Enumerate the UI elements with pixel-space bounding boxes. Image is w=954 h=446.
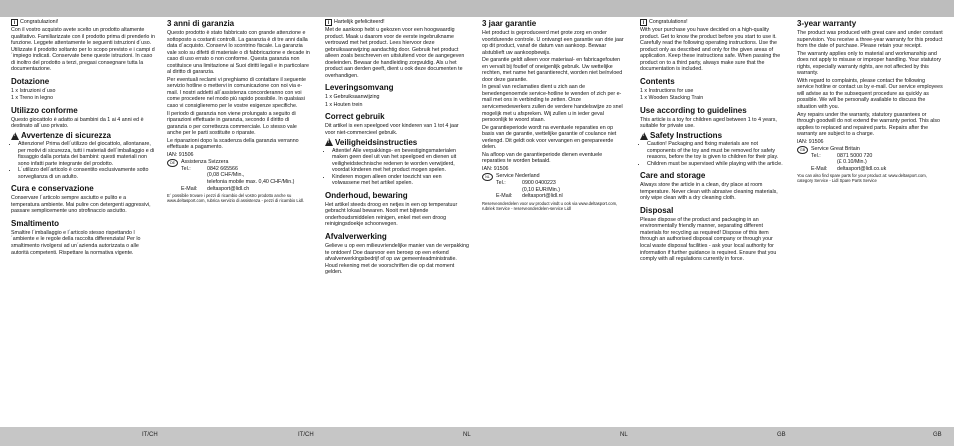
safety-item: • Attentie! Alle verpakkings- en bevestigingsmaterialen maken geen deel uit van het speelgoed en dienen uit veiligheidstechnische redenen te worden verwijderd, voordat kinderen met het product mogen spelen. [332,148,469,174]
safety-item: • Attenzione! Prima dell´utilizzo del giocattolo, allontanare, per motivi di sicurezza, tutti i materiali dell´imballaggio e di fissaggio dalla portata dei bambini: questi materiali non sono infatti parte integrante del prodotto. [18,141,155,167]
intro-paragraph: Met de aankoop hebt u gekozen voor een hoogwaardig product. Maak u daarom voor de eerste ingebruikname vertrouwd met het product. Lees hiervoor deze gebruiksaanwijzing aandachtig door. Gebruik het product alleen zoals beschreven en uitsluitend voor de aangegeven doeleinden. Bewaar de handleiding zorgvuldig. Als u het product aan derden geeft, dient u ook deze documenten te overhandigen. [325,27,465,79]
disposal-text: Smaltire l´imballaggio e l´articolo stesso rispettando l´ambiente e le regole della raccolta differenziata! Per lo smaltimento rivolgersi ad un´azienda autorizzata o alle autorità competenti. Rispettare la normativa vigente. [11,229,141,256]
heading-intended-use: Correct gebruik [325,112,385,122]
heading-disposal: Disposal [640,205,674,215]
heading-intended-use: Use according to guidelines [640,105,747,115]
contents-item: 1 x Instructions for use [640,87,694,94]
heading-safety [640,131,785,140]
top-bar [0,0,954,17]
disposal-text: Please dispose of the product and packaging in an environmentally friendly manner, separating different materials for recycling as required! Dispose of this item through an authorised disposal company or through your local waste disposal facilities - ask your local authority for information if further guidance is required. Ensure that you comply with all regulations currently in force. [640,216,777,263]
heading-contents: Leveringsomvang [325,83,394,93]
service-title: Assistenza Svizzera [181,159,229,166]
warranty-paragraph: De garantieperiode wordt na eventuele reparaties en op basis van de garantie, wettelijke garantie of coulance niet verlengd. Dit geldt ook voor vervangen en gerepareerde delen. [482,124,617,151]
safety-list [640,141,785,167]
heading-warranty: 3 anni di garanzia [167,19,235,28]
warranty-paragraph: Per eventuali reclami vi preghiamo di contattare il seguente servizio hotline o mettervi in comunicazione con noi via e-mail. I nostri addetti all´assistenza concorderanno con voi come procedere nel modo più rapido possibile. In qualsiasi caso vi consiglieremo per le vostre esigenze specifiche. [167,76,306,110]
tel-rate: (0,08 CHF/Min., [207,172,245,179]
email-address: deltasport@lidl.ch [207,185,250,192]
email-address: deltasport@lidl.co.uk [837,165,887,172]
intro-paragraph: With your purchase you have decided on a high-quality product. Get to know the product before you start to use it. Carefully read the following operating instructions. Use the product only as described and only for the given areas of application. Keep these instructions safe. When passing the product on to a third party, always make sure that the documentation is included. [640,27,781,73]
service-logo-icon: NL [482,173,493,181]
tel-rate-mobile: telefonia mobile max. 0,40 CHF/Min.) [207,179,295,186]
ian-number: IAN: 91506 [167,151,194,158]
warranty-paragraph: Het product is geproduceerd met grote zorg en onder voortdurende controle. U ontvangt een garantie van drie jaar op dit product, vanaf de datum van aankoop. Bewaar alstublieft uw aankoopbewijs. [482,30,624,56]
tel-number: 0842 665566 [207,165,238,172]
column-nl-warranty [482,19,625,212]
heading-safety [325,138,469,147]
service-logo-icon: DE [167,159,178,167]
safety-item: • Caution! Packaging and fixing materials are not components of the toy and must be removed for safety reasons, before the toy is given to children for their play. [647,141,785,161]
contents-item: 1 x Treno in legno [11,95,54,102]
info-box-icon: i [11,19,18,26]
page-footer-label: IT/CH [142,432,158,438]
service-address [167,159,310,192]
tel-rate: (£ 0.10/Min.) [837,159,867,166]
info-box-icon: i [325,19,332,26]
safety-list [11,141,155,180]
safety-item: • Children must be supervised while playing with the article. [647,161,785,168]
intended-use-text: Dit artikel is een speelgoed voor kinderen van 1 tot 4 jaar voor niet-commercieel gebruik. [325,123,459,137]
service-title: Service Nederland [496,173,540,180]
safety-item: • Kinderen mogen alleen onder toezicht van een volwassene met het artikel spelen. [332,174,469,187]
warning-icon [11,132,19,140]
tel-rate: (0,10 EUR/Min.) [522,186,560,193]
column-gb-instructions [640,19,785,264]
safety-list [325,148,469,187]
warranty-paragraph: Na afloop van de garantieperiode dienen eventuele reparaties te worden betaald. [482,151,603,165]
heading-warranty: 3-year warranty [797,19,857,28]
column-it-warranty [167,19,310,204]
congratulations-line [11,19,155,26]
heading-intended-use: Utilizzo conforme [11,105,78,115]
tel-label: Tel.: [496,180,506,187]
heading-care: Care and storage [640,171,706,181]
tel-number: 0900 0400223 [522,180,556,187]
care-text: Conservare l´articolo sempre asciutto e pulito e a temperatura ambiente. Mai pulire con detergenti aggressivi, passare semplicemente uno strofinaccio asciutto. [11,195,151,215]
contents-item: 1 x Gebruiksaanwijzing [325,94,380,101]
service-logo-icon: GB [797,146,808,154]
warranty-paragraph: With regard to complaints, please contact the following service hotline or contact us by e-mail. Our service employees will advise as to the subsequent procedure as quickly as possible. We will be personally available to discuss the situation with you. [797,77,943,111]
safety-title: Safety Instructions [650,131,723,141]
email-label: E-Mail: [496,193,513,200]
spare-parts-note: E´ possibile trovare i pezzi di ricambio del vostro prodotto anche su www.deltasport.com, rubrica servizio di assistenza - pezzi di ricambio Lidl. [167,193,305,204]
service-address [482,173,625,199]
safety-title: Avvertenze di sicurezza [21,131,111,141]
contents-item: 1 x Houten trein [325,101,363,108]
warranty-paragraph: Any repairs under the warranty, statutory guarantees or through goodwill do not extend the warranty period. This also applies to replaced and repaired parts. Repairs after the warranty are subject to a charge. [797,111,941,138]
page-footer-label: GB [933,432,942,438]
heading-warranty: 3 jaar garantie [482,19,537,28]
spare-parts-note: You can also find spare parts for your product at: www.deltasport.com, category Service - Lidl Spare Parts Service [797,173,927,184]
info-box-icon: i [640,19,647,26]
contents-item: 1 x Wooden Stacking Train [640,95,704,102]
safety-item: • L´utilizzo dell´articolo è consentito esclusivamente sotto sorveglianza di un adulto. [18,167,155,180]
ian-number: IAN: 91506 [482,165,509,172]
email-address: deltasport@lidl.nl [522,193,563,200]
care-text: Het artikel steeds droog en netjes in een op temperatuur gebracht lokaal bewaren. Nooit met bijtende onderhoudsmiddelen reinigen, enkel met een droog reinigingsdoekje schoonvegen. [325,201,458,228]
heading-disposal: Afvalverwerking [325,232,387,242]
page-footer-label: NL [620,432,628,438]
tel-label: Tel.: [811,152,821,159]
tel-number: 0871 5000 720 [837,152,873,159]
tel-label: Tel.: [181,165,191,172]
contents-item: 1 x Istruzioni d´uso [11,87,56,94]
spare-parts-note: Reserveonderdelen voor uw product vindt u ook via www.deltasport.com, rubriek Service - reserveonderdelen-service Lidl [482,200,618,211]
warranty-paragraph: The warranty applies only to material and workmanship and does not apply to misuse or improper handling. Your statutory rights, especially warranty rights, are not affected by this warranty. [797,50,941,77]
column-gb-warranty [797,19,943,184]
congratulations-text: Hartelijk gefeliciteerd! [334,19,385,26]
warranty-paragraph: In geval van reclamaties dient u zich aan de benedengenoemde service-hotline te wenden of zich per e-mail met ons in verbinding te zetten. Onze servicemedewerkers zullen de verdere handelswijze zo snel mogelijk met u afspreken. Wij zullen u in ieder geval persoonlijk te woord staan. [482,84,623,124]
care-text: Always store the article in a clean, dry place at room temperature. Never clean with abrasive cleaning materials, only wipe clean with a dry cleaning cloth. [640,182,778,202]
heading-safety [11,131,155,140]
safety-title: Veiligheidsinstructies [335,137,418,147]
column-it-instructions [11,19,155,257]
email-label: E-Mail: [181,185,198,192]
warranty-paragraph: Questo prodotto è stato fabbricato con grande attenzione e sottoposto a costanti controlli. La garanzia è di tre anni dalla data d´acquisto. Conservi lo scontrino fiscale. La garanzia vale solo su difetti di materiale o di fabbricazione e decade in caso di uso errato o non conforme. Questa garanzia non costituisce una limitazione ai Suoi diritti legali e in particolare al diritto di garanzia. [167,30,310,76]
warranty-paragraph: The product was produced with great care and under constant supervision. You receive a three-year warranty for this product from the date of purchase. Please retain your receipt. [797,30,943,50]
service-address [797,146,943,172]
column-nl-instructions [325,19,469,277]
warranty-paragraph: Il periodo di garanzia non viene prolungato a seguito di riparazioni effettuate in garanzia, secondo il diritto di garanzia o per correttezza commerciale. Lo stesso vale anche per le parti sostituite o riparate. [167,110,297,137]
page-footer-label: NL [463,432,471,438]
warning-icon [640,132,648,140]
service-title: Service Great Britain [811,146,860,153]
heading-disposal: Smaltimento [11,218,60,228]
congratulations-text: Congratulations! [649,19,688,26]
intended-use-text: Questo giocattolo è adatto ai bambini da 1 ai 4 anni ed è destinato all´uso privato. [11,116,144,130]
intro-paragraph: Con il vostro acquisto avete scelto un prodotto altamente qualitativo. Familiarizzate con il prodotto prima di prenderlo in funzione. Leggete attentamente le seguenti istruzioni d´uso. Utilizzate il prodotto soltanto per lo scopo previsto e i campi d´impiego indicati. Conservate bene queste istruzioni. In caso di inoltro del prodotto a terzi, pregasi consegnare tutta la documentazione. [11,27,155,73]
heading-contents: Contents [640,76,675,86]
ian-number: IAN: 91506 [797,138,824,145]
warning-icon [325,138,333,146]
congratulations-line [325,19,469,26]
warranty-paragraph: Le riparazioni dopo la scadenza della garanzia verranno effettuate a pagamento. [167,137,299,151]
heading-care: Onderhoud, bewaring [325,190,408,200]
warranty-paragraph: De garantie geldt alleen voor materiaal- en fabricagefouten en vervalt bij foutief of oneigenlijk gebruik. Uw wettelijke rechten, met name het garantierecht, worden niet beïnvloed door deze garantie. [482,57,623,83]
congratulations-text: Congratulazioni! [20,19,59,26]
heading-contents: Dotazione [11,76,50,86]
page-footer-label: GB [777,432,786,438]
disposal-text: Gelieve u op een milieuvriendelijke manier van de verpakking te ontdoen! Doe daarvoor een beroep op een erkend afvalverwerkingsbedrijf of op uw gemeenteadministratie. Houd rekening met de voorschriften die op dat moment gelden. [325,243,469,276]
page-footer-label: IT/CH [298,432,314,438]
heading-care: Cura e conservazione [11,184,94,194]
intended-use-text: This article is a toy for children aged between 1 to 4 years, suitable for private use. [640,116,777,130]
congratulations-line [640,19,785,26]
email-label: E-Mail: [811,165,828,172]
